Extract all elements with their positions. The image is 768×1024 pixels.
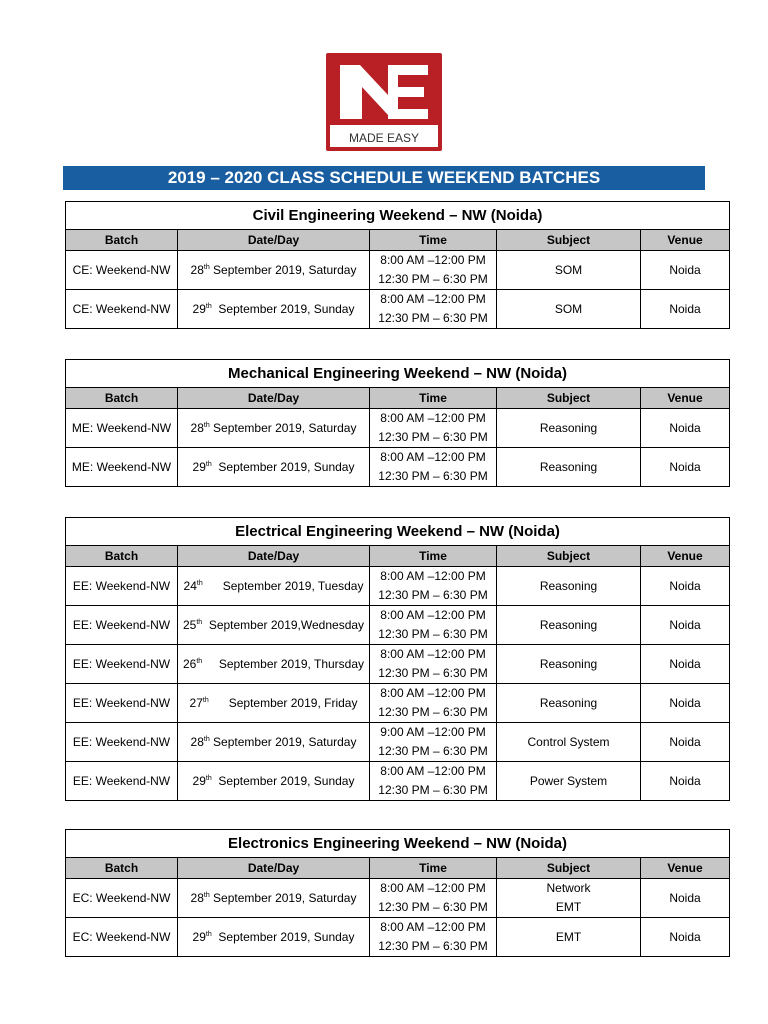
section-title: Electronics Engineering Weekend – NW (Noida) bbox=[66, 830, 730, 858]
venue-label: Noida bbox=[669, 696, 701, 710]
batch-label: EE: Weekend-NW bbox=[72, 696, 171, 710]
date-cell bbox=[178, 448, 370, 487]
table-row bbox=[66, 409, 730, 448]
column-header: Batch bbox=[66, 230, 178, 251]
column-header: Date/Day bbox=[178, 546, 370, 567]
batch-label: EE: Weekend-NW bbox=[72, 735, 171, 749]
table-row bbox=[66, 251, 730, 290]
column-header: Subject bbox=[497, 230, 641, 251]
venue-cell bbox=[641, 879, 730, 918]
date-ordinal: th bbox=[203, 736, 210, 743]
time-slot: 8:00 AM –12:00 PM bbox=[380, 920, 486, 934]
table-row bbox=[66, 918, 730, 957]
time-slot: 8:00 AM –12:00 PM bbox=[380, 292, 486, 306]
batch-label: CE: Weekend-NW bbox=[72, 302, 171, 316]
date-cell bbox=[178, 879, 370, 918]
date-day: 24 bbox=[183, 579, 197, 593]
venue-label: Noida bbox=[669, 263, 701, 277]
column-header: Batch bbox=[66, 858, 178, 879]
time-slot: 8:00 AM –12:00 PM bbox=[380, 647, 486, 661]
date-day: 28 bbox=[190, 421, 204, 435]
date-text: September 2019, Saturday bbox=[209, 891, 357, 905]
time-slot: 8:00 AM –12:00 PM bbox=[380, 686, 486, 700]
venue-cell bbox=[641, 762, 730, 801]
date-ordinal: th bbox=[203, 892, 210, 899]
schedule-table bbox=[65, 359, 730, 487]
time-slot: 12:30 PM – 6:30 PM bbox=[378, 666, 488, 680]
date-cell bbox=[178, 918, 370, 957]
batch-cell bbox=[66, 879, 178, 918]
time-slot: 12:30 PM – 6:30 PM bbox=[378, 705, 488, 719]
time-slot: 12:30 PM – 6:30 PM bbox=[378, 588, 488, 602]
date-ordinal: th bbox=[203, 264, 210, 271]
date-cell bbox=[178, 409, 370, 448]
time-cell bbox=[370, 684, 497, 723]
subject-cell bbox=[497, 879, 641, 918]
batch-label: EC: Weekend-NW bbox=[72, 930, 171, 944]
batch-cell bbox=[66, 918, 178, 957]
column-header: Venue bbox=[641, 546, 730, 567]
venue-label: Noida bbox=[669, 618, 701, 632]
batch-cell bbox=[66, 684, 178, 723]
date-cell bbox=[178, 251, 370, 290]
batch-label: ME: Weekend-NW bbox=[71, 460, 172, 474]
column-header: Batch bbox=[66, 546, 178, 567]
batch-cell bbox=[66, 448, 178, 487]
time-cell bbox=[370, 409, 497, 448]
column-header: Date/Day bbox=[178, 388, 370, 409]
date-day: 28 bbox=[190, 735, 204, 749]
schedule-table bbox=[65, 201, 730, 329]
date-text: September 2019, Sunday bbox=[211, 460, 355, 474]
date-day: 29 bbox=[192, 930, 206, 944]
date-cell bbox=[178, 290, 370, 329]
column-header: Batch bbox=[66, 388, 178, 409]
date-day: 29 bbox=[192, 460, 206, 474]
date-cell bbox=[178, 723, 370, 762]
subject-cell bbox=[497, 645, 641, 684]
time-cell bbox=[370, 762, 497, 801]
batch-cell bbox=[66, 290, 178, 329]
venue-label: Noida bbox=[669, 421, 701, 435]
time-slot: 8:00 AM –12:00 PM bbox=[380, 411, 486, 425]
time-slot: 12:30 PM – 6:30 PM bbox=[378, 311, 488, 325]
subject-cell bbox=[497, 448, 641, 487]
date-day: 25 bbox=[182, 618, 197, 632]
column-header: Date/Day bbox=[178, 858, 370, 879]
column-header: Venue bbox=[641, 230, 730, 251]
batch-cell bbox=[66, 251, 178, 290]
subject-label: EMT bbox=[555, 900, 582, 914]
table-row bbox=[66, 606, 730, 645]
date-day: 28 bbox=[190, 891, 204, 905]
logo-text: MADE EASY bbox=[348, 131, 420, 145]
column-header: Subject bbox=[497, 858, 641, 879]
time-cell bbox=[370, 567, 497, 606]
subject-cell bbox=[497, 918, 641, 957]
date-text: September 2019, Saturday bbox=[209, 735, 357, 749]
venue-label: Noida bbox=[669, 735, 701, 749]
subject-label: Network bbox=[546, 881, 591, 895]
time-slot: 8:00 AM –12:00 PM bbox=[380, 450, 486, 464]
subject-cell bbox=[497, 290, 641, 329]
date-text: September 2019, Saturday bbox=[209, 421, 357, 435]
date-cell bbox=[178, 606, 370, 645]
batch-label: EE: Weekend-NW bbox=[72, 774, 171, 788]
schedule-table bbox=[65, 829, 730, 957]
date-cell bbox=[178, 684, 370, 723]
table-row bbox=[66, 448, 730, 487]
date-text: September 2019, Sunday bbox=[211, 930, 355, 944]
page-title-banner: 2019 – 2020 CLASS SCHEDULE WEEKEND BATCHES bbox=[63, 166, 705, 190]
venue-cell bbox=[641, 448, 730, 487]
subject-cell bbox=[497, 409, 641, 448]
table-row bbox=[66, 290, 730, 329]
subject-label: Reasoning bbox=[539, 617, 598, 632]
subject-cell bbox=[497, 567, 641, 606]
subject-cell bbox=[497, 762, 641, 801]
batch-label: EE: Weekend-NW bbox=[72, 579, 171, 593]
batch-cell bbox=[66, 606, 178, 645]
date-ordinal: th bbox=[205, 931, 212, 938]
time-cell bbox=[370, 879, 497, 918]
venue-label: Noida bbox=[669, 891, 701, 905]
batch-label: EE: Weekend-NW bbox=[72, 618, 171, 632]
batch-label: ME: Weekend-NW bbox=[71, 421, 172, 435]
time-slot: 12:30 PM – 6:30 PM bbox=[378, 783, 488, 797]
date-ordinal: th bbox=[196, 619, 203, 626]
column-header: Venue bbox=[641, 388, 730, 409]
column-header: Date/Day bbox=[178, 230, 370, 251]
subject-label: Reasoning bbox=[539, 420, 598, 435]
column-header: Subject bbox=[497, 388, 641, 409]
time-cell bbox=[370, 918, 497, 957]
table-row bbox=[66, 645, 730, 684]
date-text: September 2019, Sunday bbox=[211, 302, 355, 316]
column-header: Time bbox=[370, 230, 497, 251]
date-text: September 2019,Wednesday bbox=[202, 618, 365, 632]
date-ordinal: th bbox=[205, 303, 212, 310]
venue-label: Noida bbox=[669, 302, 701, 316]
subject-label: Reasoning bbox=[539, 695, 598, 710]
subject-cell bbox=[497, 684, 641, 723]
venue-label: Noida bbox=[669, 930, 701, 944]
time-slot: 12:30 PM – 6:30 PM bbox=[378, 744, 488, 758]
time-slot: 8:00 AM –12:00 PM bbox=[380, 881, 486, 895]
table-row bbox=[66, 723, 730, 762]
time-slot: 12:30 PM – 6:30 PM bbox=[378, 430, 488, 444]
date-ordinal: th bbox=[202, 697, 209, 704]
time-slot: 9:00 AM –12:00 PM bbox=[380, 725, 486, 739]
date-text: September 2019, Tuesday bbox=[202, 579, 364, 593]
subject-label: SOM bbox=[554, 301, 583, 316]
date-day: 28 bbox=[190, 263, 204, 277]
date-day: 26 bbox=[182, 657, 197, 671]
batch-cell bbox=[66, 645, 178, 684]
subject-label: SOM bbox=[554, 262, 583, 277]
subject-cell bbox=[497, 723, 641, 762]
venue-label: Noida bbox=[669, 657, 701, 671]
date-day: 29 bbox=[192, 302, 206, 316]
subject-label: Reasoning bbox=[539, 578, 598, 593]
section-title: Civil Engineering Weekend – NW (Noida) bbox=[66, 202, 730, 230]
time-slot: 12:30 PM – 6:30 PM bbox=[378, 469, 488, 483]
time-cell bbox=[370, 645, 497, 684]
subject-label: Reasoning bbox=[539, 656, 598, 671]
time-cell bbox=[370, 290, 497, 329]
time-slot: 12:30 PM – 6:30 PM bbox=[378, 939, 488, 953]
time-slot: 8:00 AM –12:00 PM bbox=[380, 608, 486, 622]
time-cell bbox=[370, 723, 497, 762]
schedule-table bbox=[65, 517, 730, 801]
time-slot: 12:30 PM – 6:30 PM bbox=[378, 900, 488, 914]
batch-cell bbox=[66, 762, 178, 801]
time-cell bbox=[370, 251, 497, 290]
made-easy-logo bbox=[326, 53, 442, 151]
date-day: 29 bbox=[192, 774, 206, 788]
venue-cell bbox=[641, 684, 730, 723]
date-ordinal: th bbox=[205, 461, 212, 468]
venue-cell bbox=[641, 409, 730, 448]
time-slot: 8:00 AM –12:00 PM bbox=[380, 569, 486, 583]
batch-cell bbox=[66, 409, 178, 448]
venue-cell bbox=[641, 645, 730, 684]
subject-label: Reasoning bbox=[539, 459, 598, 474]
date-text: September 2019, Sunday bbox=[211, 774, 355, 788]
table-row bbox=[66, 684, 730, 723]
date-cell bbox=[178, 645, 370, 684]
subject-label: Control System bbox=[527, 734, 610, 749]
date-day: 27 bbox=[189, 696, 203, 710]
date-ordinal: th bbox=[205, 775, 212, 782]
date-cell bbox=[178, 567, 370, 606]
section-title: Mechanical Engineering Weekend – NW (Noida) bbox=[66, 360, 730, 388]
venue-label: Noida bbox=[669, 579, 701, 593]
venue-label: Noida bbox=[669, 460, 701, 474]
batch-cell bbox=[66, 723, 178, 762]
time-slot: 12:30 PM – 6:30 PM bbox=[378, 627, 488, 641]
batch-cell bbox=[66, 567, 178, 606]
subject-cell bbox=[497, 251, 641, 290]
column-header: Time bbox=[370, 858, 497, 879]
date-ordinal: th bbox=[196, 580, 203, 587]
table-row bbox=[66, 567, 730, 606]
time-slot: 8:00 AM –12:00 PM bbox=[380, 764, 486, 778]
venue-label: Noida bbox=[669, 774, 701, 788]
date-text: September 2019, Friday bbox=[208, 696, 358, 710]
date-text: September 2019, Saturday bbox=[209, 263, 357, 277]
venue-cell bbox=[641, 723, 730, 762]
time-cell bbox=[370, 448, 497, 487]
column-header: Time bbox=[370, 388, 497, 409]
batch-label: EC: Weekend-NW bbox=[72, 891, 171, 905]
time-slot: 12:30 PM – 6:30 PM bbox=[378, 272, 488, 286]
logo-mark bbox=[326, 53, 442, 151]
time-cell bbox=[370, 606, 497, 645]
venue-cell bbox=[641, 918, 730, 957]
column-header: Subject bbox=[497, 546, 641, 567]
subject-cell bbox=[497, 606, 641, 645]
time-slot: 8:00 AM –12:00 PM bbox=[380, 253, 486, 267]
batch-label: EE: Weekend-NW bbox=[72, 657, 171, 671]
venue-cell bbox=[641, 290, 730, 329]
section-title: Electrical Engineering Weekend – NW (Noida) bbox=[66, 518, 730, 546]
subject-label: Power System bbox=[529, 773, 608, 788]
date-ordinal: th bbox=[196, 658, 203, 665]
batch-label: CE: Weekend-NW bbox=[72, 263, 171, 277]
table-row bbox=[66, 762, 730, 801]
subject-label: EMT bbox=[555, 929, 582, 944]
column-header: Time bbox=[370, 546, 497, 567]
venue-cell bbox=[641, 606, 730, 645]
date-ordinal: th bbox=[203, 422, 210, 429]
table-row bbox=[66, 879, 730, 918]
column-header: Venue bbox=[641, 858, 730, 879]
venue-cell bbox=[641, 251, 730, 290]
date-cell bbox=[178, 762, 370, 801]
venue-cell bbox=[641, 567, 730, 606]
date-text: September 2019, Thursday bbox=[202, 657, 365, 671]
